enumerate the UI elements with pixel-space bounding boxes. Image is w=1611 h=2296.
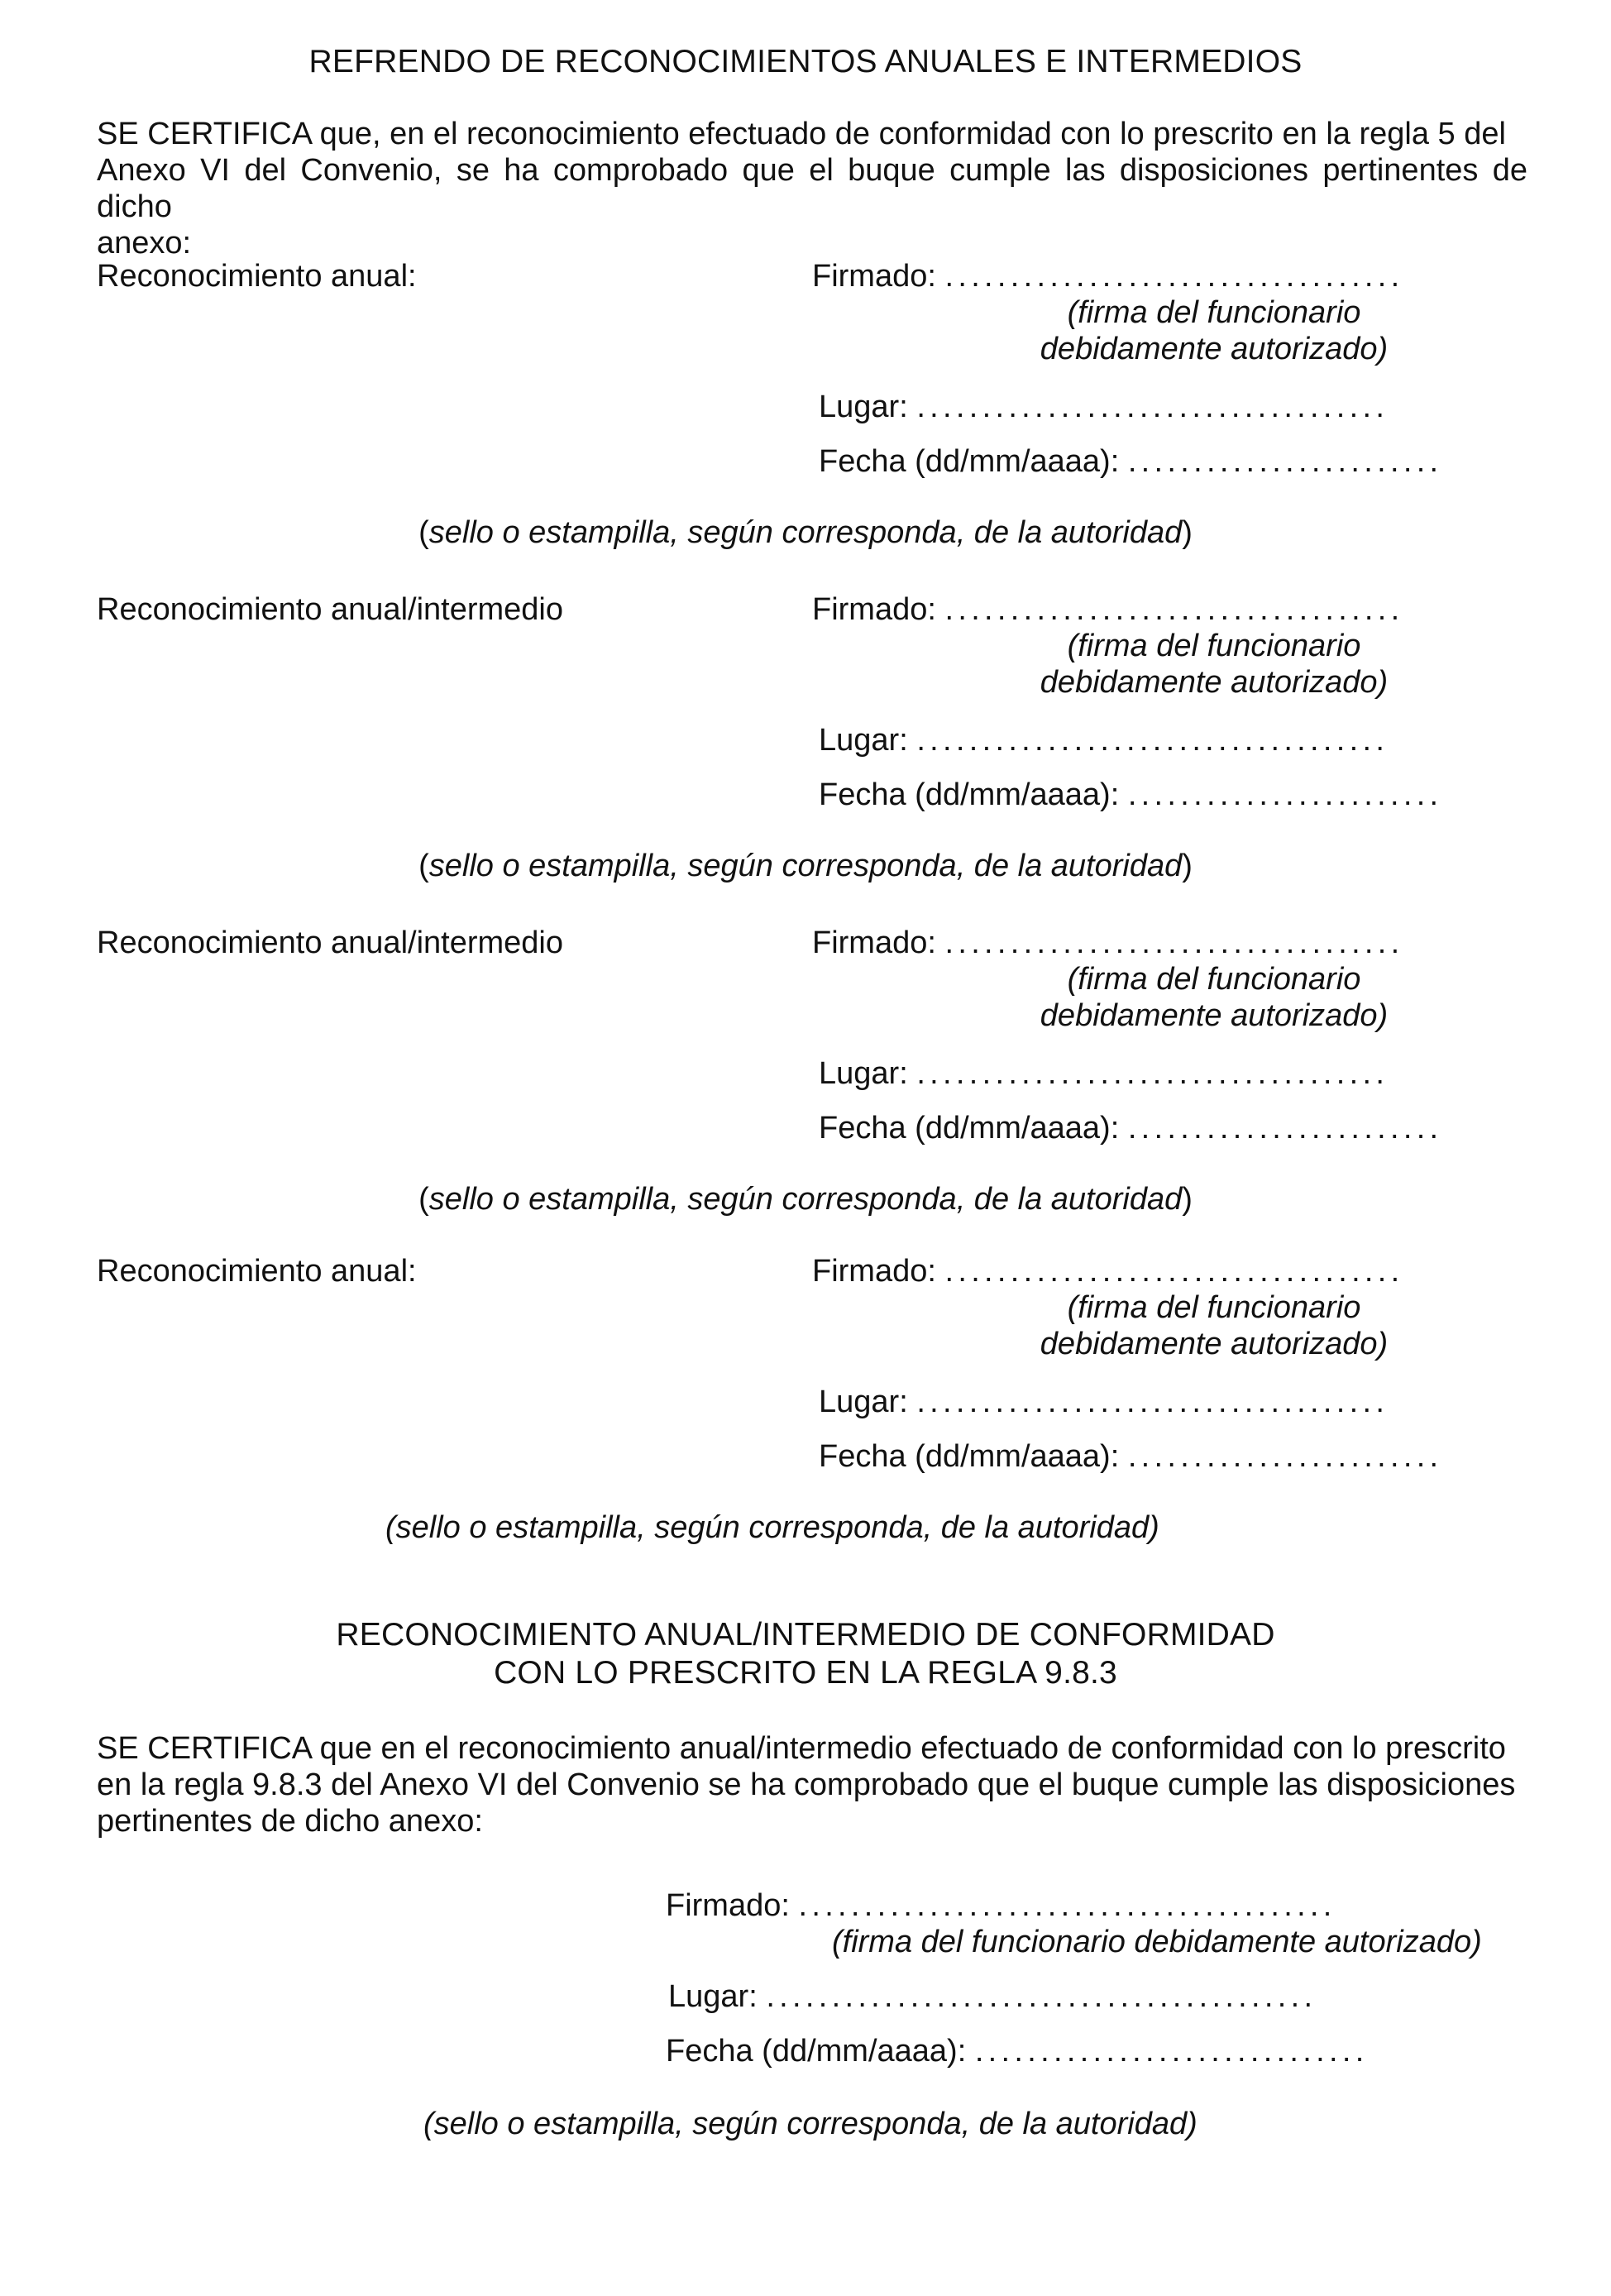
survey-type-label: Reconocimiento anual: [97, 1254, 417, 1289]
date-line: .............................. [974, 2034, 1369, 2069]
seal-note: (sello o estampilla, según corresponda, de la autoridad) [418, 849, 1193, 883]
signed-field [812, 258, 1404, 294]
date-label: Fecha (dd/mm/aaaa): [666, 2034, 967, 2069]
date-field [819, 1438, 1442, 1475]
date-field [819, 777, 1442, 813]
date-line: ........................ [1127, 444, 1443, 479]
signed-field [812, 1253, 1404, 1289]
date-field [819, 443, 1442, 480]
signature-note: (firma del funcionario debidamente autorizado) [832, 1925, 1482, 1959]
signed-field [812, 925, 1404, 961]
place-label: Lugar: [668, 1979, 758, 2014]
signature-note: debidamente autorizado) [1040, 998, 1389, 1033]
date-label: Fecha (dd/mm/aaaa): [819, 444, 1120, 479]
signed-label: Firmado: [812, 1254, 936, 1289]
signature-note: (firma del funcionario [1067, 1290, 1361, 1325]
survey-type-label: Reconocimiento anual: [97, 259, 417, 294]
paragraph-line: SE CERTIFICA que, en el reconocimiento efectuado de conformidad con lo prescrito en la regla 5 del [97, 117, 1506, 151]
survey-type-label: Reconocimiento anual/intermedio [97, 592, 563, 627]
certification-paragraph [97, 116, 1527, 261]
paragraph-line: Anexo VI del Convenio, se ha comprobado que el buque cumple las disposiciones pertinentes de dicho [97, 153, 1527, 224]
signed-label: Firmado: [812, 926, 936, 960]
place-label: Lugar: [819, 1056, 908, 1091]
place-field [819, 1384, 1389, 1420]
paragraph-line: anexo: [97, 226, 192, 261]
paragraph-line: SE CERTIFICA que en el reconocimiento anual/intermedio efectuado de conformidad con lo prescrito [97, 1731, 1506, 1766]
signed-field [812, 591, 1404, 628]
place-line: .................................... [916, 390, 1389, 424]
date-line: ........................ [1127, 777, 1443, 812]
signature-note: debidamente autorizado) [1040, 1327, 1389, 1361]
place-label: Lugar: [819, 1385, 908, 1419]
date-line: ........................ [1127, 1111, 1443, 1146]
signed-label: Firmado: [812, 592, 936, 627]
place-label: Lugar: [819, 390, 908, 424]
signature-note: (firma del funcionario [1067, 629, 1361, 663]
certification-paragraph [97, 1730, 1527, 1839]
signature-note: (firma del funcionario [1067, 295, 1361, 330]
date-label: Fecha (dd/mm/aaaa): [819, 1111, 1120, 1146]
signature-line: ................................... [944, 1254, 1404, 1289]
signed-label: Firmado: [666, 1888, 790, 1923]
date-field [819, 1110, 1442, 1146]
place-line: .................................... [916, 1385, 1389, 1419]
date-label: Fecha (dd/mm/aaaa): [819, 1439, 1120, 1474]
place-field [819, 389, 1389, 425]
signed-label: Firmado: [812, 259, 936, 294]
signature-line: ................................... [944, 926, 1404, 960]
seal-note: (sello o estampilla, según corresponda, de la autoridad) [418, 515, 1193, 550]
place-label: Lugar: [819, 723, 908, 758]
signed-field [666, 1887, 1336, 1924]
place-line: .......................................... [766, 1979, 1317, 2014]
date-field [666, 2033, 1369, 2069]
section-title-line-2: CON LO PRESCRITO EN LA REGLA 9.8.3 [494, 1655, 1117, 1691]
section-title-line-1: RECONOCIMIENTO ANUAL/INTERMEDIO DE CONFORMIDAD [336, 1617, 1275, 1653]
signature-note: debidamente autorizado) [1040, 332, 1389, 366]
signature-note: (firma del funcionario [1067, 962, 1361, 997]
place-field [819, 1055, 1389, 1092]
place-line: .................................... [916, 1056, 1389, 1091]
paragraph-line: en la regla 9.8.3 del Anexo VI del Convenio se ha comprobado que el buque cumple las disposiciones [97, 1767, 1516, 1802]
seal-note: (sello o estampilla, según corresponda, de la autoridad) [423, 2107, 1197, 2141]
date-line: ........................ [1127, 1439, 1443, 1474]
seal-note: (sello o estampilla, según corresponda, de la autoridad) [418, 1182, 1193, 1217]
place-line: .................................... [916, 723, 1389, 758]
signature-line: ................................... [944, 592, 1404, 627]
signature-line: ......................................... [798, 1888, 1336, 1923]
place-field [819, 722, 1389, 758]
signature-note: debidamente autorizado) [1040, 665, 1389, 700]
survey-type-label: Reconocimiento anual/intermedio [97, 926, 563, 960]
seal-note: (sello o estampilla, según corresponda, de la autoridad) [385, 1510, 1159, 1545]
section-title: REFRENDO DE RECONOCIMIENTOS ANUALES E INTERMEDIOS [308, 44, 1303, 79]
date-label: Fecha (dd/mm/aaaa): [819, 777, 1120, 812]
place-field [668, 1978, 1317, 2015]
signature-line: ................................... [944, 259, 1404, 294]
paragraph-line: pertinentes de dicho anexo: [97, 1804, 483, 1839]
